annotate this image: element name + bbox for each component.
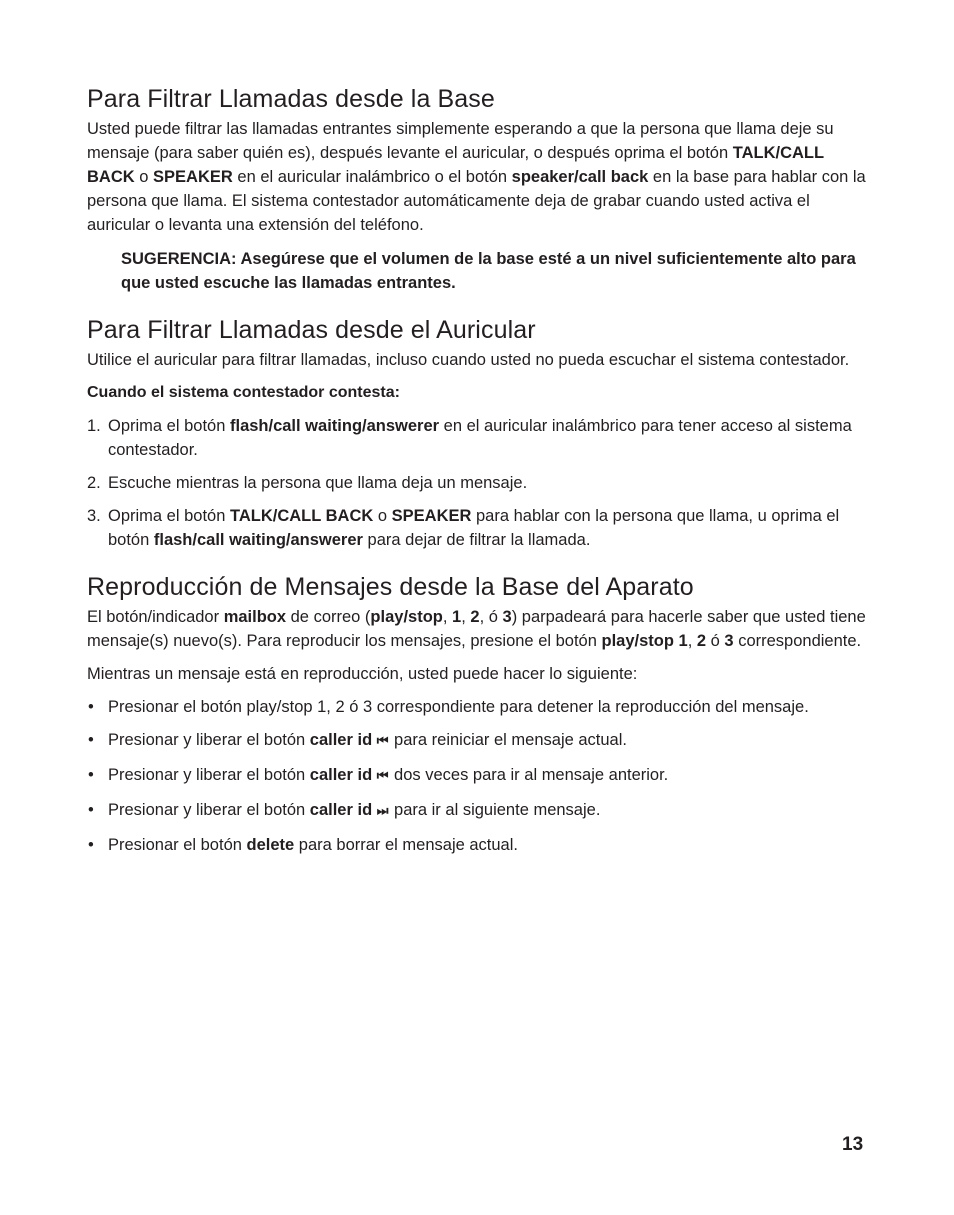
skip-back-icon: ⏮ <box>376 769 387 784</box>
list-item: 3. Oprima el botón TALK/CALL BACK o SPEAKER para hablar con la persona que llama, u oprima el botón flash/call waiting/answerer para dejar de filtrar la llamada. <box>87 507 840 549</box>
page-number: 13 <box>842 1134 864 1155</box>
paragraph: Utilice el auricular para filtrar llamadas, incluso cuando usted no pueda escuchar el sistema contestador. <box>87 351 850 369</box>
bullet-list <box>87 695 867 857</box>
section-screen-from-handset <box>87 315 867 552</box>
paragraph: Usted puede filtrar las llamadas entrantes simplemente esperando a que la persona que llama deje su mensaje (para saber quién es), después levante el auricular, o después oprima el botón TALK/CALL BACK o SPEAKER en el auricular inalámbrico o el botón speaker/call back en la base para hablar con la persona que llama. El sistema contestador automáticamente deja de grabar cuando usted activa el auricular o levanta una extensión del teléfono. <box>87 120 866 234</box>
skip-forward-icon: ⏭ <box>376 804 387 819</box>
list-item: • Presionar y liberar el botón caller id ⏮ dos veces para ir al mensaje anterior. <box>87 763 867 789</box>
speaker-label: SPEAKER <box>153 168 233 186</box>
paragraph: El botón/indicador mailbox de correo (play/stop, 1, 2, ó 3) parpadeará para hacerle saber que usted tiene mensaje(s) nuevo(s). Para reproducir los mensajes, presione el botón play/stop 1, 2 ó 3 correspondiente. <box>87 608 866 650</box>
list-item: • Presionar el botón play/stop 1, 2 ó 3 correspondiente para detener la reproducción del mensaje. <box>87 695 867 719</box>
subheading: Cuando el sistema contestador contesta: <box>87 384 400 401</box>
section-title: Para Filtrar Llamadas desde el Auricular <box>87 316 536 344</box>
manual-page <box>87 84 867 857</box>
list-item: • Presionar el botón delete para borrar el mensaje actual. <box>87 833 867 857</box>
speaker-call-back-label: speaker/call back <box>511 168 649 186</box>
section-screen-from-base <box>87 84 867 295</box>
skip-back-icon: ⏮ <box>376 734 387 749</box>
bullet-icon: • <box>88 766 94 784</box>
list-item: 2. Escuche mientras la persona que llama deja un mensaje. <box>87 474 528 492</box>
paragraph: Mientras un mensaje está en reproducción, usted puede hacer lo siguiente: <box>87 665 638 683</box>
section-message-playback <box>87 572 867 857</box>
talk-call-back-label: TALK/CALL BACK <box>87 144 824 186</box>
bullet-icon: • <box>88 731 94 749</box>
section-title: Para Filtrar Llamadas desde la Base <box>87 85 495 113</box>
list-item: • Presionar y liberar el botón caller id ⏭ para ir al siguiente mensaje. <box>87 798 867 824</box>
tip-note: SUGERENCIA: Asegúrese que el volumen de la base esté a un nivel suficientemente alto para que usted escuche las llamadas entrantes. <box>121 250 856 292</box>
list-item: 1. Oprima el botón flash/call waiting/answerer en el auricular inalámbrico para tener acceso al sistema contestador. <box>87 417 852 459</box>
steps-list <box>87 414 867 552</box>
section-title: Reproducción de Mensajes desde la Base del Aparato <box>87 573 694 601</box>
list-item: • Presionar y liberar el botón caller id ⏮ para reiniciar el mensaje actual. <box>87 728 867 754</box>
bullet-icon: • <box>88 801 94 819</box>
bullet-icon: • <box>88 698 94 716</box>
bullet-icon: • <box>88 836 94 854</box>
